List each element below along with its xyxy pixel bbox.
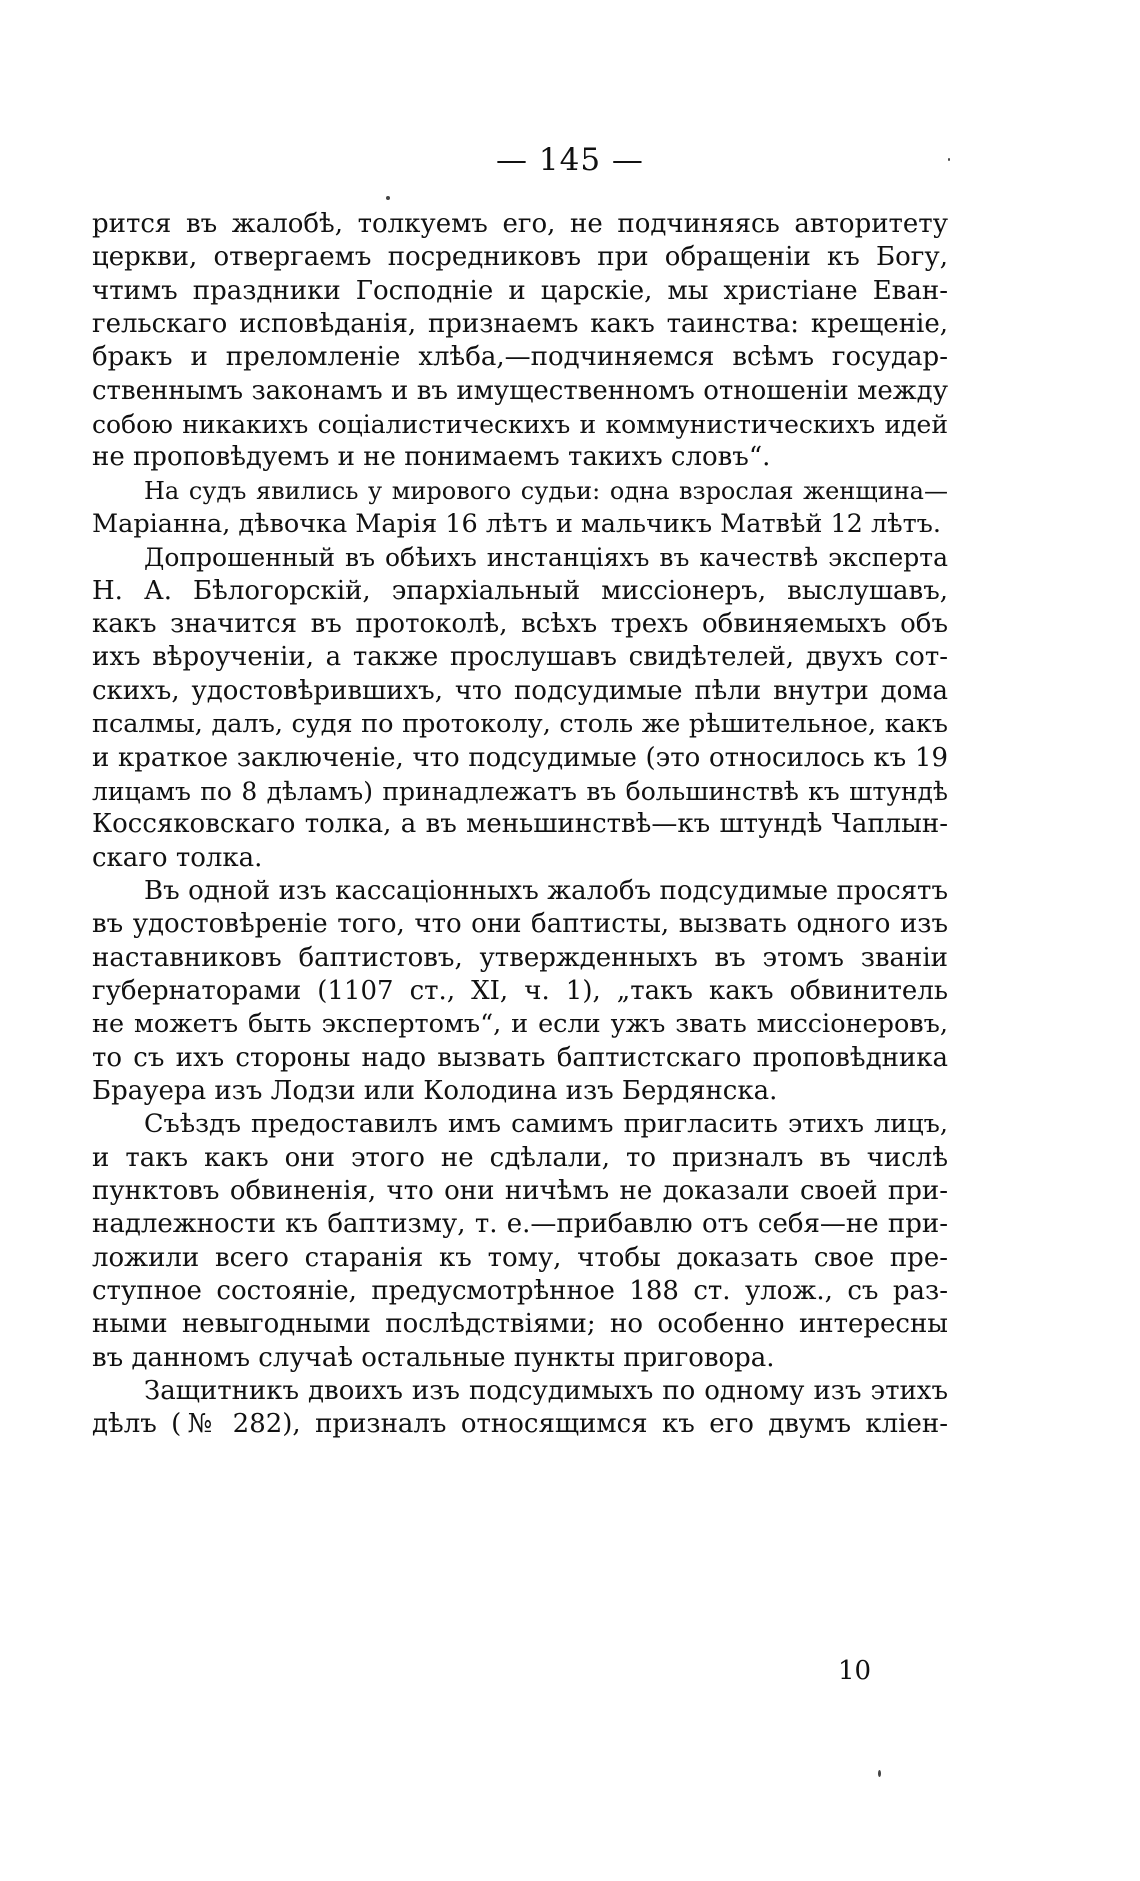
text-line: лицамъ по 8 дѣламъ) принадлежатъ въ большинствѣ къ штундѣ	[92, 776, 948, 806]
text-line: то съ ихъ стороны надо вызвать баптистскаго проповѣдника	[92, 1042, 948, 1073]
scan-speck	[948, 158, 950, 161]
text-line: ными невыгодными послѣдствіями; но особенно интересны	[92, 1309, 948, 1340]
text-line: ихъ вѣроученіи, а также прослушавъ свидѣтелей, двухъ сот-	[92, 642, 948, 673]
text-line: надлежности къ баптизму, т. е.—прибавлю отъ себя—не при-	[92, 1209, 948, 1240]
text-line: ложили всего старанія къ тому, чтобы доказать свое пре-	[92, 1242, 948, 1273]
scan-speck	[878, 1770, 881, 1777]
text-line: церкви, отвергаемъ посредниковъ при обращеніи къ Богу,	[92, 242, 948, 273]
text-line: скаго толка.	[92, 842, 263, 873]
text-line: наставниковъ баптистовъ, утвержденныхъ въ этомъ званіи	[92, 942, 948, 973]
text-line: въ данномъ случаѣ остальные пункты приговора.	[92, 1342, 775, 1373]
text-line: чтимъ праздники Господніе и царскіе, мы христіане Еван-	[92, 275, 948, 306]
text-line: не можетъ быть экспертомъ“, и если ужъ звать миссіонеровъ,	[92, 1009, 948, 1040]
text-line: Допрошенный въ обѣихъ инстанціяхъ въ качествѣ эксперта	[144, 543, 948, 573]
text-line: псалмы, далъ, судя по протоколу, столь же рѣшительное, какъ	[92, 709, 948, 740]
text-line: гельскаго исповѣданія, признаемъ какъ таинства: крещеніе,	[92, 309, 948, 340]
text-line: скихъ, удостовѣрившихъ, что подсудимые пѣли внутри дома	[92, 675, 948, 706]
text-line: какъ значится въ протоколѣ, всѣхъ трехъ обвиняемыхъ объ	[92, 609, 948, 640]
text-line: не проповѣдуемъ и не понимаемъ такихъ словъ“.	[92, 442, 771, 473]
text-line: рится въ жалобѣ, толкуемъ его, не подчиняясь авторитету	[92, 209, 948, 239]
text-line: Въ одной изъ кассаціонныхъ жалобъ подсудимые просятъ	[144, 875, 948, 906]
text-line: ственнымъ законамъ и въ имущественномъ отношеніи между	[92, 375, 948, 406]
text-line: ступное состояніе, предусмотрѣнное 188 ст. улож., съ раз-	[92, 1276, 948, 1306]
body-text	[92, 208, 948, 1442]
text-line: Съѣздъ предоставилъ имъ самимъ пригласить этихъ лицъ,	[144, 1109, 948, 1140]
signature-mark: 10	[838, 1656, 872, 1686]
text-line: Маріанна, дѣвочка Марія 16 лѣтъ и мальчикъ Матвѣй 12 лѣтъ.	[92, 509, 942, 540]
text-line: бракъ и преломленіе хлѣба,—подчиняемся всѣмъ государ-	[92, 342, 948, 373]
text-line: Н. А. Бѣлогорскій, эпархіальный миссіонеръ, выслушавъ,	[92, 575, 948, 606]
page-number: — 145 —	[496, 142, 644, 178]
text-line: собою никакихъ соціалистическихъ и коммунистическихъ идей	[92, 410, 948, 440]
text-line: и такъ какъ они этого не сдѣлали, то призналъ въ числѣ	[92, 1142, 948, 1173]
text-line: и краткое заключеніе, что подсудимые (это относилось къ 19	[92, 742, 948, 773]
text-line: Коссяковскаго толка, а въ меньшинствѣ—къ штундѣ Чаплын-	[92, 809, 948, 840]
text-line: пунктовъ обвиненія, что они ничѣмъ не доказали своей при-	[92, 1175, 948, 1206]
text-line: Брауера изъ Лодзи или Колодина изъ Бердянска.	[92, 1075, 778, 1106]
text-line: Защитникъ двоихъ изъ подсудимыхъ по одному изъ этихъ	[144, 1376, 948, 1407]
text-line: губернаторами (1107 ст., XI, ч. 1), „такъ какъ обвинитель	[92, 975, 948, 1006]
text-line: На судъ явились у мирового судьи: одна взрослая женщина—	[144, 476, 948, 505]
text-line: въ удостовѣреніе того, что они баптисты, вызвать одного изъ	[92, 909, 948, 940]
text-line: дѣлъ (№ 282), призналъ относящимся къ его двумъ кліен-	[92, 1409, 948, 1440]
scan-speck	[386, 196, 390, 200]
